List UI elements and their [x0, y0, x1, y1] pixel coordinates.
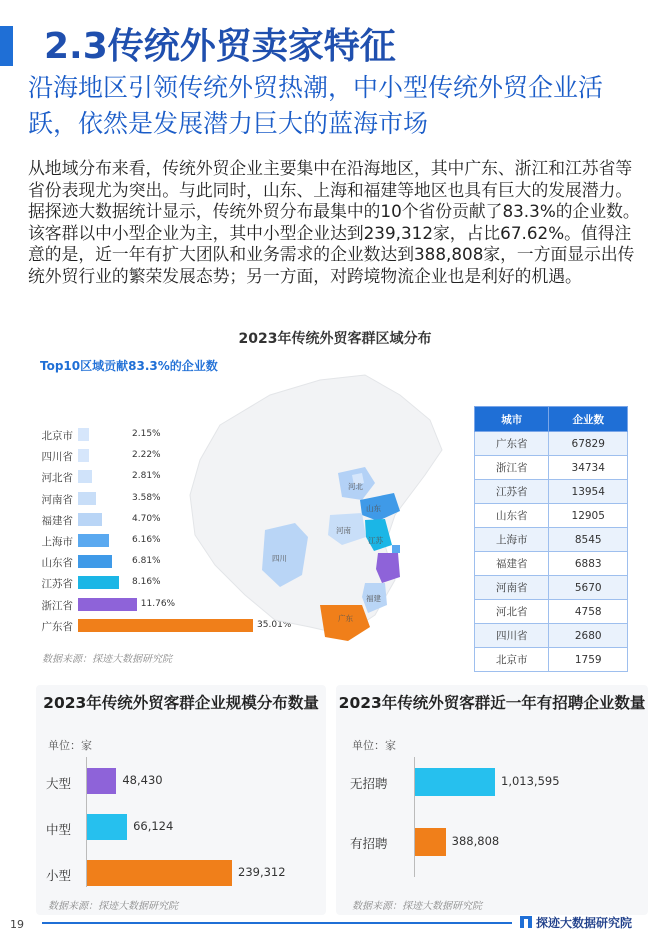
top10-bar: [78, 555, 112, 568]
table-row: [475, 624, 628, 648]
region-shanghai: [392, 545, 400, 553]
recruitment-bar: [415, 828, 446, 856]
body-paragraph: 从地域分布来看，传统外贸企业主要集中在沿海地区，其中广东、浙江和江苏省等省份表现尤为突出。与此同时，山东、上海和福建等地区也具有巨大的发展潜力。据探迹大数据统计显示，传统外贸分布最集中的10个省份贡献了83.3%的企业数。该客群以中小型企业为主，其中小型企业达到239,312家，占比67.62%。值得注意的是，近一年有扩大团队和业务需求的企业数达到388,808家，一方面显示出传统外贸行业的繁荣发展态势；另一方面，对跨境物流企业也是利好的机遇。: [28, 158, 640, 286]
table-row: [475, 648, 628, 672]
table-cell-count: 67829: [549, 432, 628, 456]
top10-bar: [78, 492, 96, 505]
table-row: [475, 552, 628, 576]
table-header-city: 城市: [475, 407, 549, 432]
company-size-bar: [87, 860, 232, 886]
table-row: [475, 504, 628, 528]
recruitment-label: 无招聘: [350, 776, 388, 791]
table-header-count: 企业数: [549, 407, 628, 432]
table-cell-count: 13954: [549, 480, 628, 504]
map-section-title: 2023年传统外贸客群区域分布: [238, 331, 432, 347]
table-cell-city: 福建省: [475, 552, 549, 576]
page-subtitle: 沿海地区引领传统外贸热潮，中小型传统外贸企业活跃，依然是发展潜力巨大的蓝海市场: [28, 73, 604, 138]
recruitment-source: 数据来源：探迹大数据研究院: [352, 901, 482, 912]
map-label-guangdong: 广东: [338, 614, 353, 623]
company-size-value: 48,430: [122, 773, 163, 787]
top10-bar: [78, 513, 102, 526]
brand-logo-text: 探迹大数据研究院: [536, 916, 633, 930]
brand-logo-icon: [520, 916, 532, 928]
title-accent-bar: [0, 26, 13, 66]
city-data-table: [474, 406, 628, 672]
table-row: [475, 480, 628, 504]
top10-bar-label: 四川省: [41, 451, 73, 464]
top10-bar-label: 河南省: [41, 493, 73, 506]
region-guangdong: [320, 605, 370, 641]
table-cell-count: 2680: [549, 624, 628, 648]
table-cell-count: 5670: [549, 576, 628, 600]
top10-bar: [78, 470, 92, 483]
table-cell-city: 上海市: [475, 528, 549, 552]
top10-bar-value: 4.70%: [132, 513, 161, 524]
company-size-card: [36, 685, 326, 915]
recruitment-bar: [415, 768, 495, 796]
top10-bar-value: 2.22%: [132, 450, 161, 461]
company-size-source: 数据来源：探迹大数据研究院: [48, 901, 178, 912]
company-size-label: 小型: [46, 868, 72, 883]
top10-bar-value: 3.58%: [132, 492, 161, 503]
top10-bar: [78, 598, 137, 611]
top10-bar-label: 北京市: [41, 430, 73, 442]
china-map-outline: [190, 375, 442, 635]
top10-bar-value: 2.81%: [132, 471, 161, 482]
table-row: [475, 456, 628, 480]
company-size-value: 66,124: [133, 819, 174, 833]
table-cell-city: 浙江省: [475, 456, 549, 480]
top10-bar-label: 山东省: [41, 557, 73, 570]
table-cell-count: 34734: [549, 456, 628, 480]
table-header-row: [475, 407, 628, 432]
top10-bar-value: 11.76%: [140, 598, 176, 609]
top10-bar-value: 6.16%: [132, 535, 161, 545]
table-cell-city: 四川省: [475, 624, 549, 648]
recruitment-value: 388,808: [451, 834, 500, 848]
recruitment-label: 有招聘: [350, 836, 388, 851]
table-row: [475, 432, 628, 456]
company-size-bar: [87, 814, 127, 840]
table-cell-city: 广东省: [475, 432, 549, 456]
map-label-hebei: 河北: [348, 482, 363, 491]
table-cell-city: 江苏省: [475, 480, 549, 504]
top10-bar-value: 8.16%: [132, 577, 161, 588]
table-cell-count: 8545: [549, 528, 628, 552]
table-cell-city: 北京市: [475, 648, 549, 672]
map-label-shandong: 山东: [366, 504, 381, 513]
recruitment-card: [336, 685, 648, 915]
top10-bar-label: 广东省: [41, 620, 73, 633]
top10-bar-label: 上海市: [41, 536, 73, 548]
table-cell-count: 4758: [549, 600, 628, 624]
table-cell-city: 河北省: [475, 600, 549, 624]
recruitment-unit: 单位：家: [352, 739, 396, 752]
china-map: [180, 365, 480, 665]
top10-bar-label: 福建省: [41, 514, 73, 527]
table-cell-city: 山东省: [475, 504, 549, 528]
company-size-bar: [87, 768, 116, 794]
top10-bar-value: 35.01%: [257, 619, 292, 630]
table-cell-count: 1759: [549, 648, 628, 672]
top10-bar: [78, 449, 89, 462]
top10-bar-label: 江苏省: [41, 578, 73, 591]
top10-chart-title: Top10区域贡献83.3%的企业数: [40, 359, 218, 373]
recruitment-title: 2023年传统外贸客群近一年有招聘企业数量: [338, 694, 646, 712]
map-label-jiangsu: 江苏: [368, 536, 383, 545]
table-cell-city: 河南省: [475, 576, 549, 600]
footer-divider: [42, 922, 512, 924]
table-row: [475, 600, 628, 624]
company-size-unit: 单位：家: [48, 739, 92, 752]
top10-bar-value: 2.15%: [132, 429, 161, 439]
brand-logo: [520, 914, 632, 931]
top10-bar: [78, 576, 119, 589]
top10-bar-label: 浙江省: [41, 599, 73, 612]
table-row: [475, 528, 628, 552]
map-label-fujian: 福建: [366, 594, 381, 603]
company-size-label: 中型: [46, 822, 72, 837]
table-cell-count: 6883: [549, 552, 628, 576]
map-label-henan: 河南: [336, 526, 351, 535]
table-cell-count: 12905: [549, 504, 628, 528]
page-number: 19: [10, 918, 24, 931]
map-label-sichuan: 四川: [272, 554, 287, 563]
top10-bar-label: 河北省: [41, 472, 73, 485]
company-size-label: 大型: [46, 776, 72, 791]
page-title: 2.3传统外贸卖家特征: [44, 26, 396, 67]
table-row: [475, 576, 628, 600]
top10-bar-value: 6.81%: [132, 556, 161, 567]
map-source-note: 数据来源：探迹大数据研究院: [42, 654, 172, 665]
recruitment-value: 1,013,595: [501, 774, 560, 788]
company-size-value: 239,312: [238, 865, 286, 879]
top10-bar: [78, 428, 89, 441]
company-size-title: 2023年传统外贸客群企业规模分布数量: [43, 694, 319, 712]
top10-bar: [78, 534, 109, 547]
